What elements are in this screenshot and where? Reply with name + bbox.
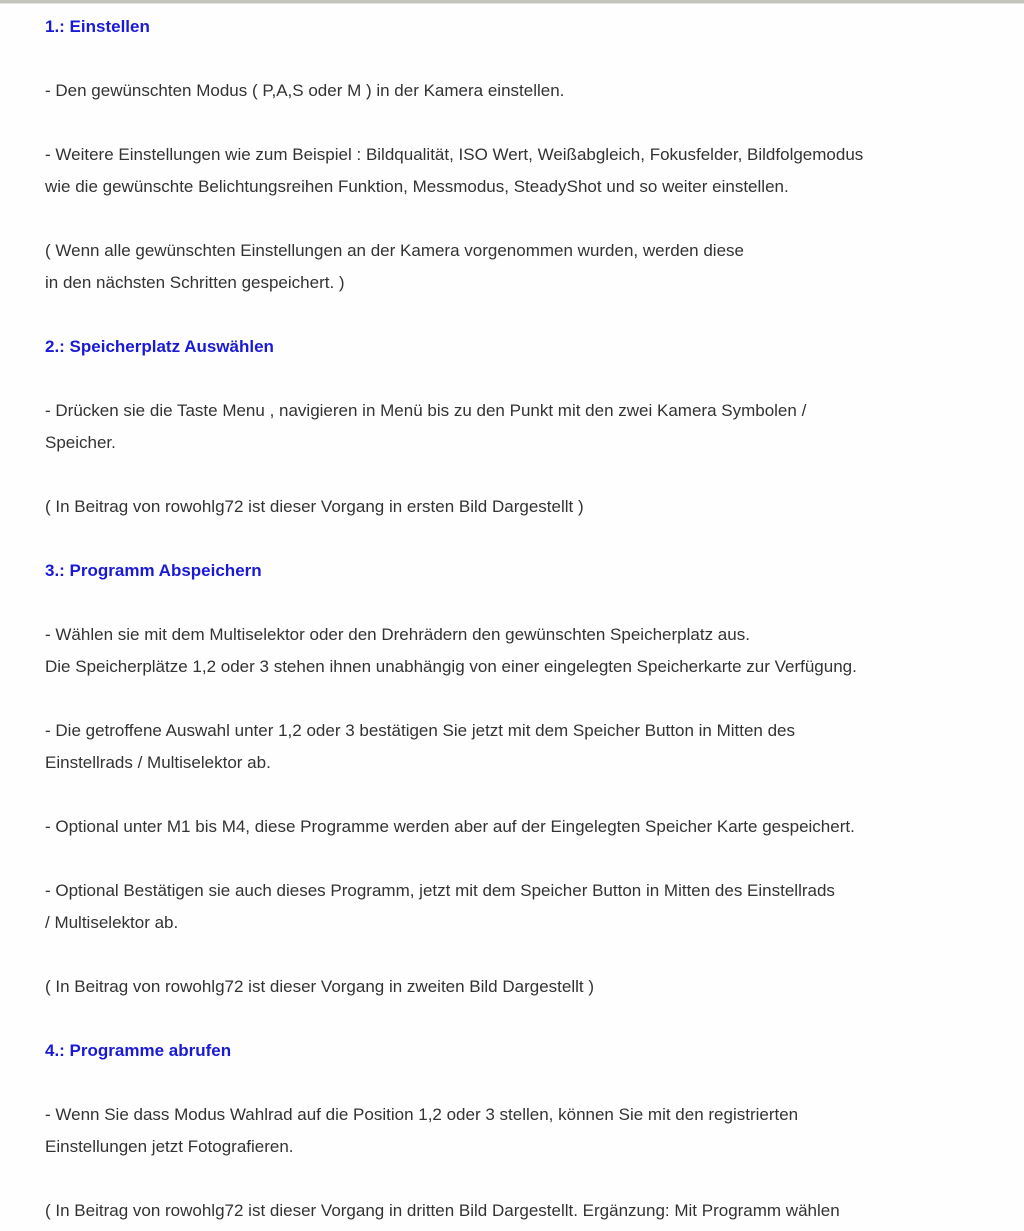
paragraph-line: - Wählen sie mit dem Multiselektor oder den Drehrädern den gewünschten Speicherplatz aus. [45,625,750,644]
spacer [45,363,1020,395]
paragraph-line: Die Speicherplätze 1,2 oder 3 stehen ihnen unabhängig von einer eingelegten Speicherkarte zur Verfügung. [45,657,857,676]
spacer [45,299,1020,331]
spacer [45,523,1020,555]
section-heading-einstellen: 1.: Einstellen [45,17,150,36]
spacer [45,459,1020,491]
spacer [45,203,1020,235]
paragraph-line: - Wenn Sie dass Modus Wahlrad auf die Position 1,2 oder 3 stellen, können Sie mit den registrierten [45,1105,799,1124]
spacer [45,779,1020,811]
spacer [45,1163,1020,1195]
paragraph-line: wie die gewünschte Belichtungsreihen Funktion, Messmodus, SteadyShot und so weiter einstellen. [45,177,789,196]
top-divider [0,0,1024,4]
post-body [45,11,1020,1227]
paragraph-line: - Optional Bestätigen sie auch dieses Programm, jetzt mit dem Speicher Button in Mitten des Einstellrads [45,881,835,900]
section-heading-speicherplatz: 2.: Speicherplatz Auswählen [45,337,274,356]
spacer [45,843,1020,875]
spacer [45,683,1020,715]
paragraph-line: Speicher. [45,433,116,452]
section-heading-programm-abspeichern: 3.: Programm Abspeichern [45,561,262,580]
section-heading-programme-abrufen: 4.: Programme abrufen [45,1041,232,1060]
paragraph-line: in den nächsten Schritten gespeichert. ) [45,273,345,292]
spacer [45,43,1020,75]
paragraph-line: - Optional unter M1 bis M4, diese Programme werden aber auf der Eingelegten Speicher Karte gespeichert. [45,817,855,836]
paragraph-line: ( In Beitrag von rowohlg72 ist dieser Vorgang in dritten Bild Dargestellt. Ergänzung: Mit Programm wählen [45,1201,840,1220]
spacer [45,1067,1020,1099]
paragraph-line: ( In Beitrag von rowohlg72 ist dieser Vorgang in ersten Bild Dargestellt ) [45,497,584,516]
paragraph-line: Einstellungen jetzt Fotografieren. [45,1137,294,1156]
paragraph-line: - Die getroffene Auswahl unter 1,2 oder 3 bestätigen Sie jetzt mit dem Speicher Button in Mitten des [45,721,796,740]
paragraph-line: ( Wenn alle gewünschten Einstellungen an der Kamera vorgenommen wurden, werden diese [45,241,744,260]
paragraph-line: - Drücken sie die Taste Menu , navigieren in Menü bis zu den Punkt mit den zwei Kamera Symbolen / [45,401,807,420]
paragraph-line: - Weitere Einstellungen wie zum Beispiel : Bildqualität, ISO Wert, Weißabgleich, Fokusfelder, Bildfolgemodus [45,145,864,164]
paragraph-line: Einstellrads / Multiselektor ab. [45,753,271,772]
spacer [45,1003,1020,1035]
paragraph-line: - Den gewünschten Modus ( P,A,S oder M ) in der Kamera einstellen. [45,81,565,100]
paragraph-line: / Multiselektor ab. [45,913,179,932]
spacer [45,939,1020,971]
paragraph-line: ( In Beitrag von rowohlg72 ist dieser Vorgang in zweiten Bild Dargestellt ) [45,977,595,996]
spacer [45,107,1020,139]
spacer [45,587,1020,619]
